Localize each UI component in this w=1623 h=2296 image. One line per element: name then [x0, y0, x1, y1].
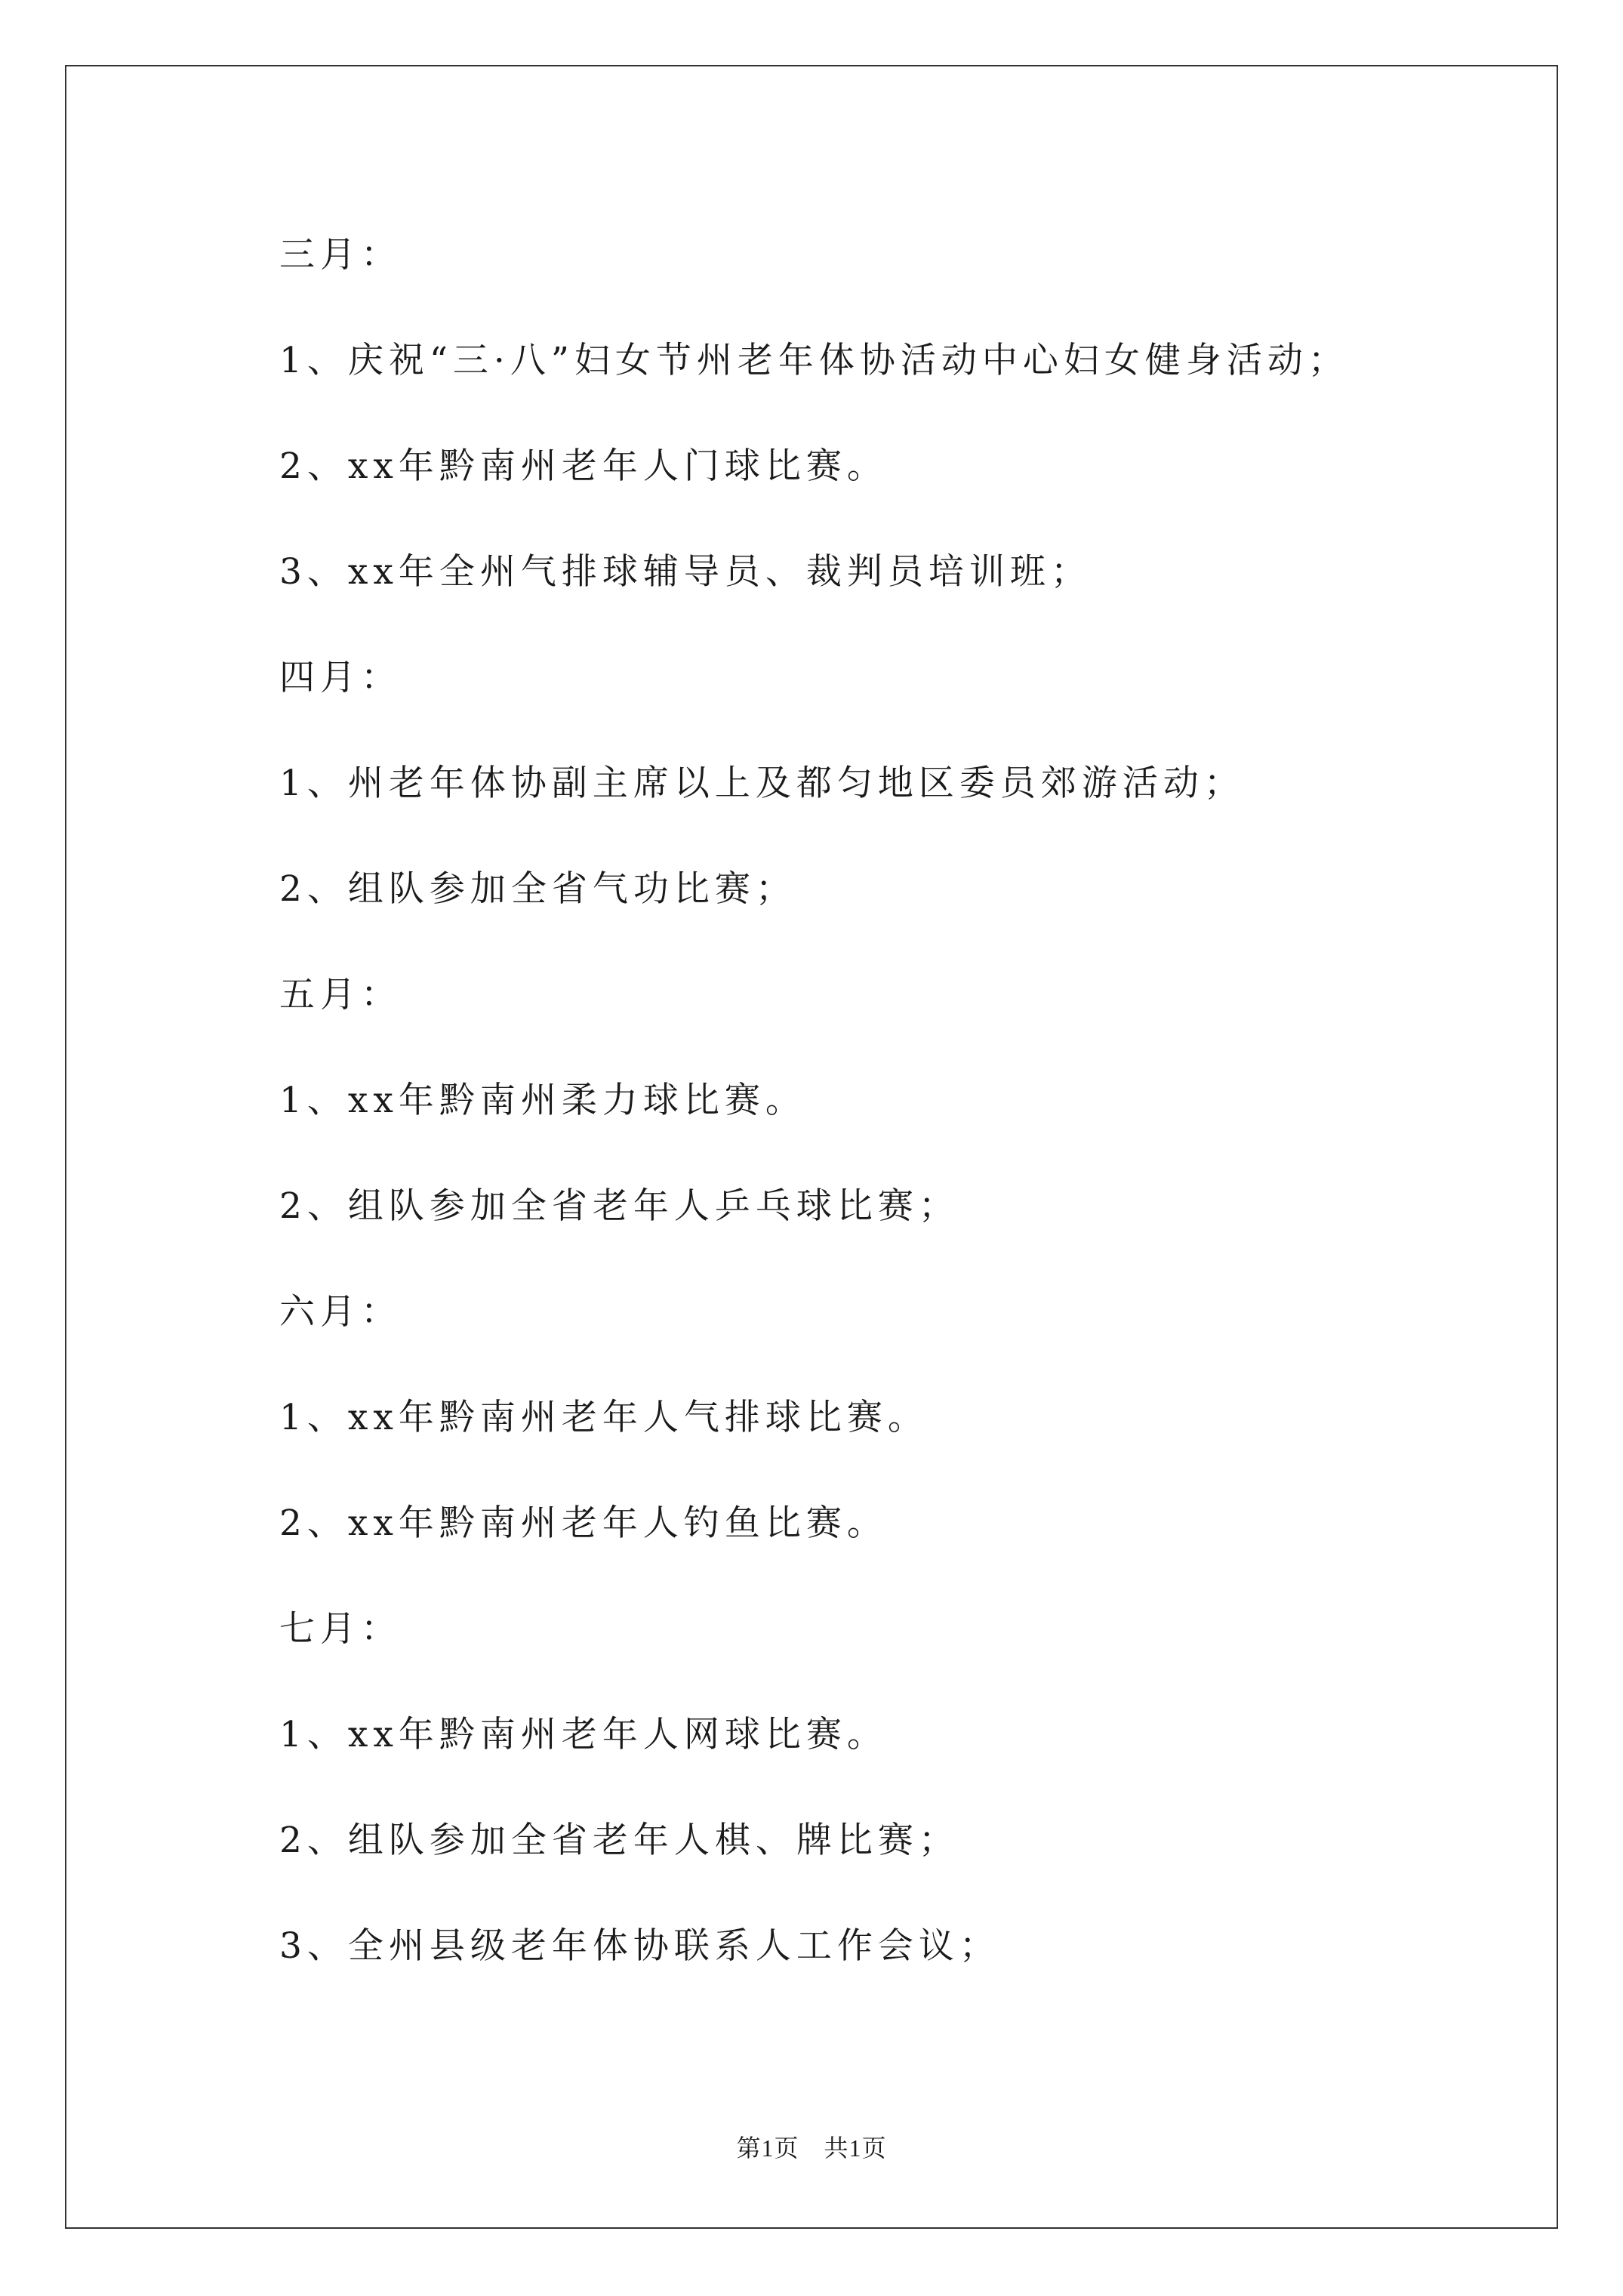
month-heading: 三月： [279, 234, 402, 276]
list-item: 3、全州县级老年体协联系人工作会议； [279, 1925, 1000, 1967]
document-body [279, 225, 1487, 2022]
list-item: 1、xx年黔南州柔力球比赛。 [279, 1080, 806, 1121]
list-item: 2、组队参加全省老年人棋、牌比赛； [279, 1820, 959, 1861]
list-item: 1、xx年黔南州老年人气排球比赛。 [279, 1397, 929, 1438]
list-item: 2、组队参加全省气功比赛； [279, 868, 796, 910]
list-item: 2、xx年黔南州老年人钓鱼比赛。 [279, 1502, 888, 1544]
list-item: 3、xx年全州气排球辅导员、裁判员培训班； [279, 551, 1092, 593]
month-heading: 四月： [279, 657, 402, 698]
month-heading: 五月： [279, 974, 402, 1015]
list-item: 1、州老年体协副主席以上及都匀地区委员郊游活动； [279, 763, 1245, 804]
list-item: 2、xx年黔南州老年人门球比赛。 [279, 445, 888, 487]
page-footer: 第1页 共1页 [736, 2134, 887, 2162]
list-item: 2、组队参加全省老年人乒乓球比赛； [279, 1185, 959, 1227]
month-heading: 六月： [279, 1291, 402, 1333]
month-heading: 七月： [279, 1608, 402, 1650]
list-item: 1、庆祝“三·八”妇女节州老年体协活动中心妇女健身活动； [279, 340, 1349, 381]
list-item: 1、xx年黔南州老年人网球比赛。 [279, 1714, 888, 1755]
